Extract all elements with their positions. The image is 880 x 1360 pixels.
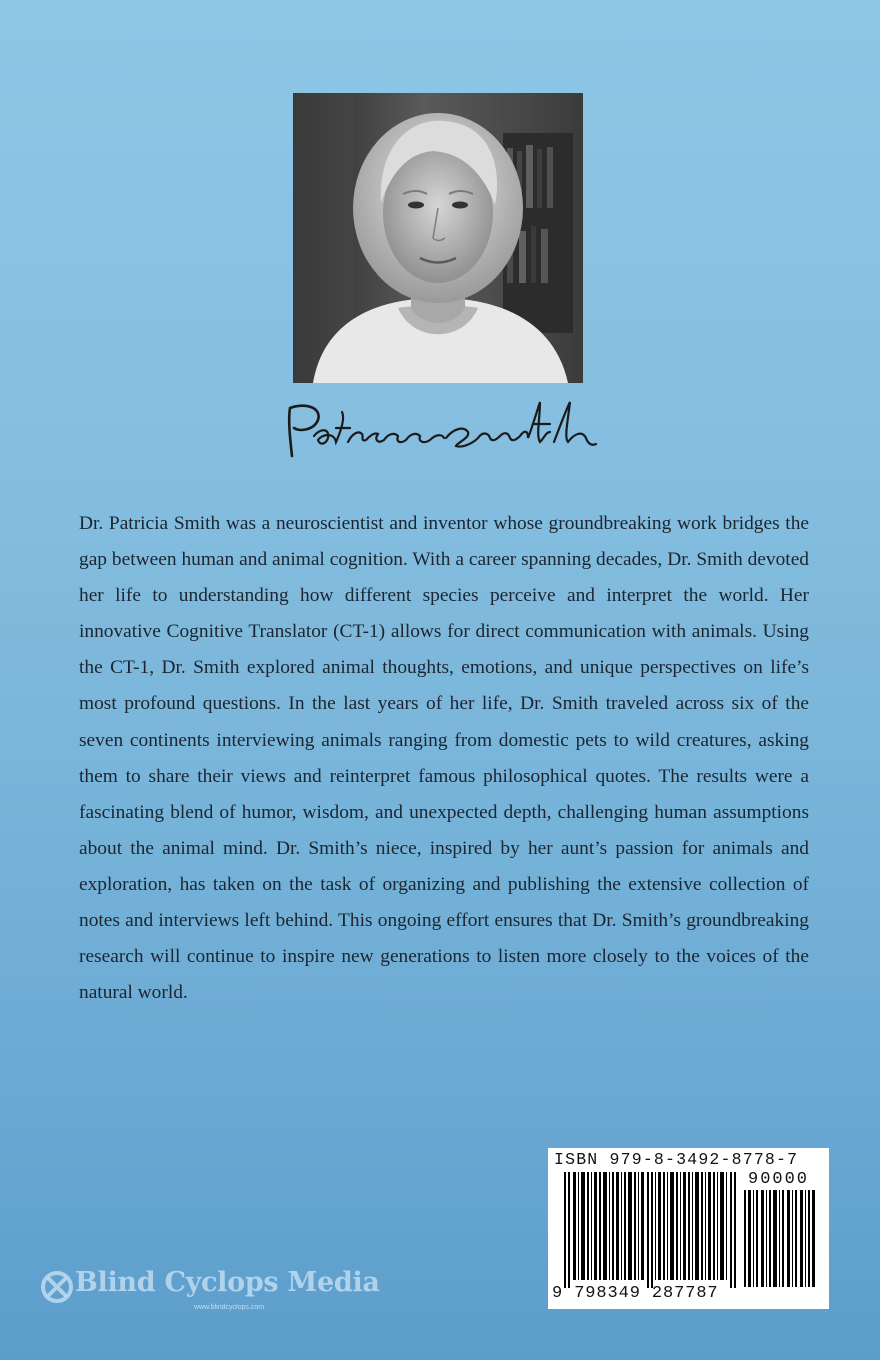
author-photo (293, 93, 583, 383)
ean-digits: 9 798349 287787 (552, 1284, 719, 1303)
author-signature (278, 398, 608, 468)
author-bio: Dr. Patricia Smith was a neuroscientist and inventor whose groundbreaking work bridges the gap between human and animal cognition. With a career spanning decades, Dr. Smith devoted her life to understanding how different species perceive and interpret the world. Her innovative Cognitive Translator (CT-1) allows for direct communication with animals. Using the CT-1, Dr. Smith explored animal thoughts, emotions, and unique perspectives on life’s most profound questions. In the last years of her life, Dr. Smith traveled across six of the seven continents interviewing animals ranging from domestic pets to wild creatures, asking them to share their views and reinterpret famous philosophical quotes. The results were a fascinating blend of humor, wisdom, and unexpected depth, challenging human assumptions about the animal mind. Dr. Smith’s niece, inspired by her aunt’s passion for animals and exploration, has taken on the task of organizing and publishing the extensive collection of notes and interviews left behind. This ongoing effort ensures that Dr. Smith’s groundbreaking research will continue to inspire new generations to listen more closely to the voices of the natural world. (79, 513, 809, 1004)
isbn-barcode (548, 1148, 829, 1309)
cyclops-eye-icon (40, 1270, 74, 1304)
publisher-url: www.blindcyclops.com (194, 1304, 265, 1311)
price-addon-number: 90000 (748, 1170, 810, 1189)
publisher-logo (40, 1267, 420, 1320)
publisher-name: Blind Cyclops Media (75, 1267, 380, 1298)
ean-barcode-bars (564, 1172, 738, 1288)
isbn-label: ISBN 979-8-3492-8778-7 (554, 1150, 799, 1169)
price-addon-bars (744, 1190, 818, 1287)
